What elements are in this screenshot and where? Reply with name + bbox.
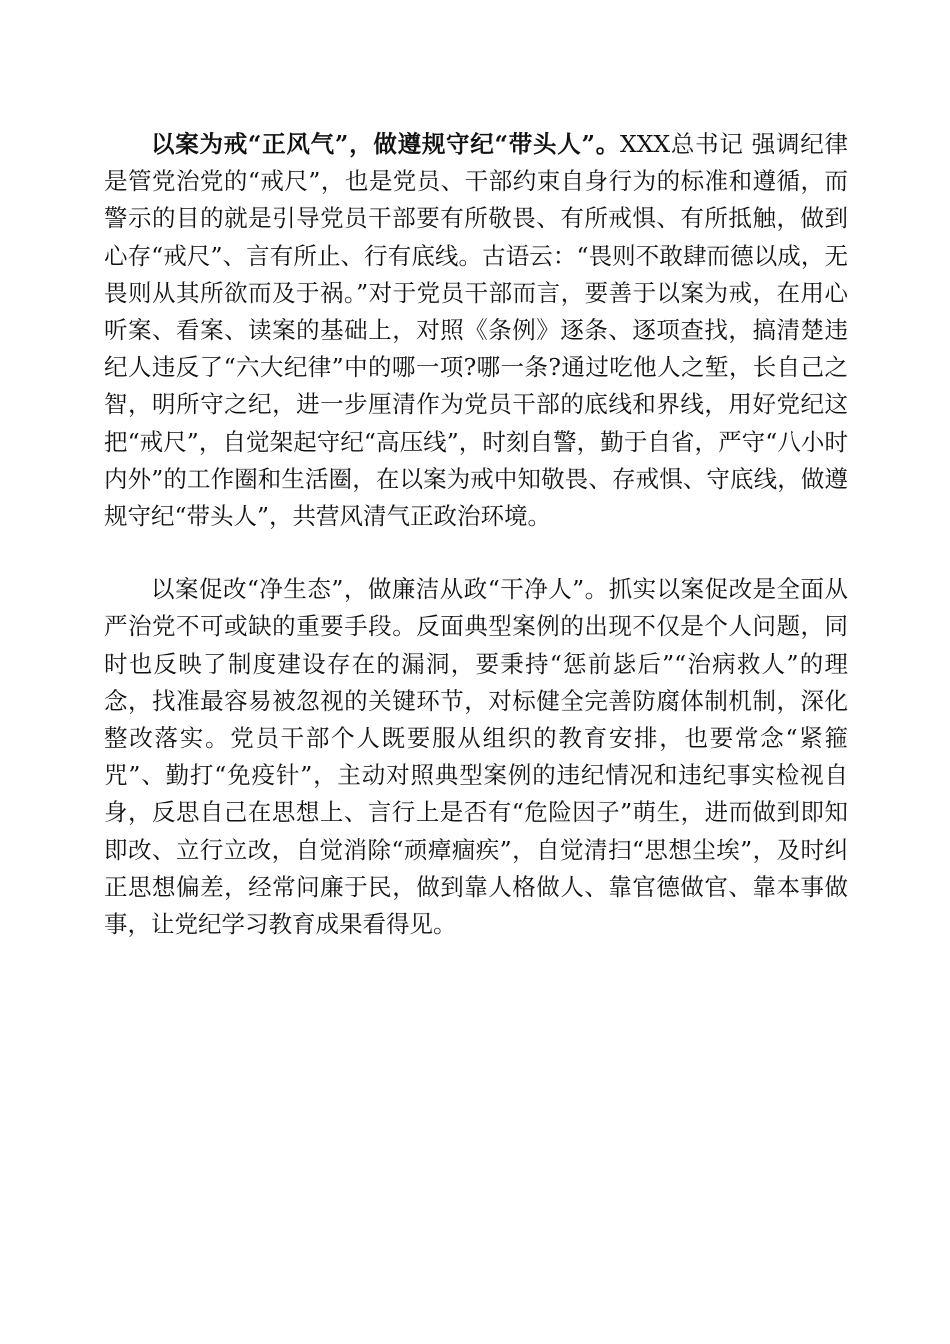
paragraph-1 [104,126,848,535]
document-body [104,126,848,943]
paragraph-1-body: XXX总书记 强调纪律是管党治党的“戒尺”，也是党员、干部约束自身行为的标准和遵循，而警示的目的就是引导党员干部要有所敬畏、有所戒惧、有所抵触，做到心存“戒尺”、言有所止、行有底线。古语云：“畏则不敢肆而德以成，无畏则从其所欲而及于祸。”对于党员干部而言，要善于以案为戒，在用心听案、看案、读案的基础上，对照《条例》逐条、逐项查找，搞清楚违纪人违反了“六大纪律”中的哪一项?哪一条?通过吃他人之堑，长自己之智，明所守之纪，进一步厘清作为党员干部的底线和界线，用好党纪这把“戒尺”，自觉架起守纪“高压线”，时刻自警，勤于自省，严守“八小时内外”的工作圈和生活圈，在以案为戒中知敬畏、存戒惧、守底线，做遵规守纪“带头人”，共营风清气正政治环境。 [104,130,848,531]
paragraph-2 [104,571,848,943]
paragraph-2-lead: 以案促改“净生态”，做廉洁从政“干净人”。 [151,575,609,604]
paragraph-1-lead: 以案为戒“正风气”，做遵规守纪“带头人”。 [151,130,620,158]
paragraph-2-body: 抓实以案促改是全面从严治党不可或缺的重要手段。反面典型案例的出现不仅是个人问题，同时也反映了制度建设存在的漏洞，要秉持“惩前毖后”“治病救人”的理念，找准最容易被忽视的关键环节，对标健全完善防腐体制机制，深化整改落实。党员干部个人既要服从组织的教育安排，也要常念“紧箍咒”、勤打“免疫针”，主动对照典型案例的违纪情况和违纪事实检视自身，反思自己在思想上、言行上是否有“危险因子”萌生，进而做到即知即改、立行立改，自觉消除“顽瘴痼疾”，自觉清扫“思想尘埃”，及时纠正思想偏差，经常问廉于民，做到靠人格做人、靠官德做官、靠本事做事，让党纪学习教育成果看得见。 [104,575,849,939]
